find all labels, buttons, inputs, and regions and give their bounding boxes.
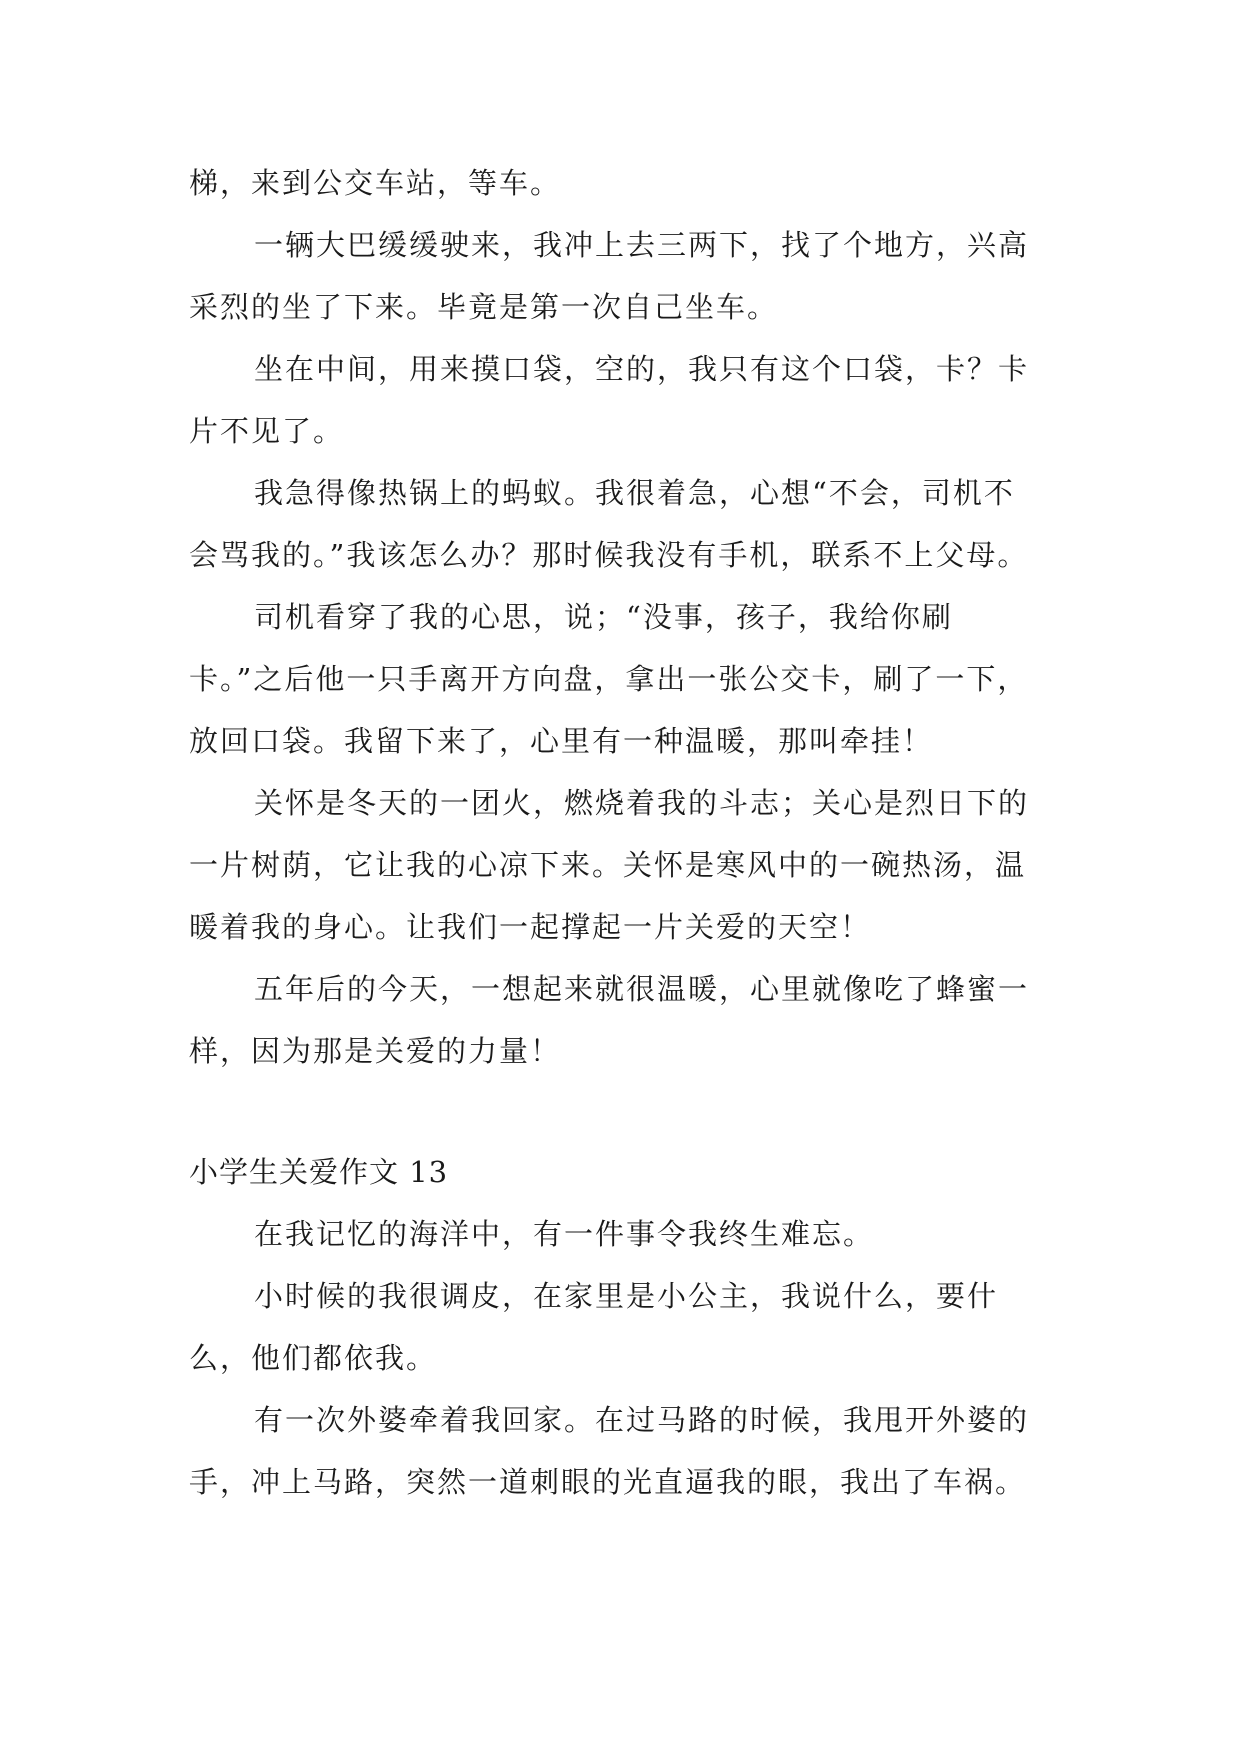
paragraph: 司机看穿了我的心思，说；“没事，孩子，我给你刷卡。”之后他一只手离开方向盘，拿出一张公交卡，刷了一下，放回口袋。我留下来了，心里有一种温暖，那叫牵挂！: [189, 600, 1029, 758]
paragraph: 关怀是冬天的一团火，燃烧着我的斗志；关心是烈日下的一片树荫，它让我的心凉下来。关怀是寒风中的一碗热汤，温暖着我的身心。让我们一起撑起一片关爱的天空！: [189, 786, 1030, 944]
paragraph: 在我记忆的海洋中，有一件事令我终生难忘。: [254, 1217, 875, 1251]
document-body: [189, 152, 1045, 1513]
section-title: 小学生关爱作文 13: [189, 1155, 449, 1189]
paragraph: 有一次外婆牵着我回家。在过马路的时候，我甩开外婆的手，冲上马路，突然一道刺眼的光直逼我的眼，我出了车祸。: [189, 1403, 1030, 1499]
paragraph: 梯，来到公交车站，等车。: [189, 166, 562, 200]
paragraph: 小时候的我很调皮，在家里是小公主，我说什么，要什么，他们都依我。: [189, 1279, 999, 1375]
paragraph: 一辆大巴缓缓驶来，我冲上去三两下，找了个地方，兴高采烈的坐了下来。毕竟是第一次自己坐车。: [189, 228, 1030, 324]
paragraph: 我急得像热锅上的蚂蚁。我很着急，心想“不会，司机不会骂我的。”我该怎么办？那时候我没有手机，联系不上父母。: [189, 476, 1029, 572]
paragraph: 坐在中间，用来摸口袋，空的，我只有这个口袋，卡？卡片不见了。: [189, 352, 1030, 448]
paragraph: 五年后的今天，一想起来就很温暖，心里就像吃了蜂蜜一样，因为那是关爱的力量！: [189, 972, 1030, 1068]
